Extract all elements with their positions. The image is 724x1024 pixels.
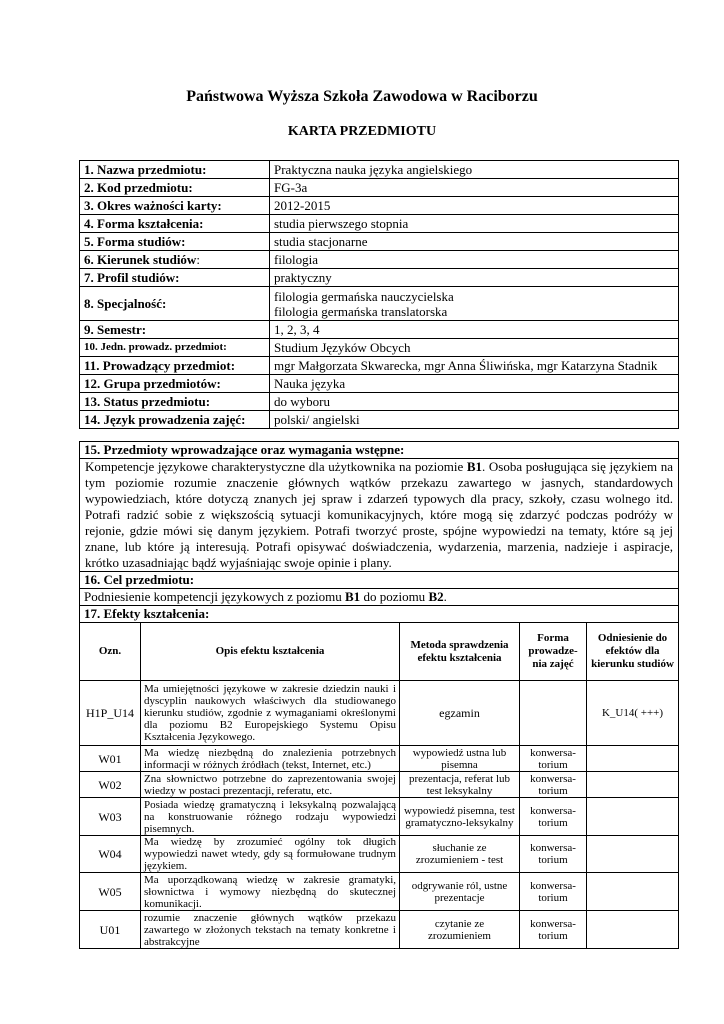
meta-key: 11. Prowadzący przedmiot: <box>80 357 270 375</box>
outcome-method: prezentacja, referat lub test leksykalny <box>400 772 520 798</box>
meta-key: 7. Profil studiów: <box>80 269 270 287</box>
outcome-code: W04 <box>80 836 141 873</box>
outcome-method: wypowiedź pisemna, test gramatyczno-leksykalny <box>400 798 520 836</box>
outcome-description: Zna słownictwo potrzebne do zaprezentowania swojej wiedzy w postaci prezentacji, referatu, etc. <box>141 772 400 798</box>
outcome-method: egzamin <box>400 681 520 746</box>
meta-value: FG-3a <box>270 179 679 197</box>
outcome-code: W05 <box>80 873 141 911</box>
meta-value: 2012-2015 <box>270 197 679 215</box>
outcome-description: Ma uporządkowaną wiedzę w zakresie gramatyki, słownictwa i wymowy niezbędną do skutecznej komunikacji. <box>141 873 400 911</box>
section-17-heading: 17. Efekty kształcenia: <box>80 606 679 623</box>
meta-value: do wyboru <box>270 393 679 411</box>
outcome-row <box>80 746 679 772</box>
outcome-reference <box>587 836 679 873</box>
outcome-form: konwersa-torium <box>520 911 587 949</box>
meta-row <box>80 411 679 429</box>
outcome-reference <box>587 911 679 949</box>
meta-key <box>80 251 270 269</box>
outcome-form: konwersa-torium <box>520 873 587 911</box>
meta-row <box>80 321 679 339</box>
outcome-code: W02 <box>80 772 141 798</box>
meta-row <box>80 339 679 357</box>
outcome-reference <box>587 798 679 836</box>
meta-row <box>80 233 679 251</box>
learning-outcomes-table <box>79 622 679 949</box>
outcome-reference: K_U14( +++) <box>587 681 679 746</box>
outcome-description: rozumie znaczenie głównych wątków przekazu zawartego w złożonych tekstach na tematy konkretne i abstrakcyjne <box>141 911 400 949</box>
meta-key: 5. Forma studiów: <box>80 233 270 251</box>
meta-key: 2. Kod przedmiotu: <box>80 179 270 197</box>
meta-key-colon: : <box>196 252 200 267</box>
meta-key: 12. Grupa przedmiotów: <box>80 375 270 393</box>
meta-value: 1, 2, 3, 4 <box>270 321 679 339</box>
outcome-row <box>80 873 679 911</box>
col-header-metoda: Metoda sprawdzenia efektu kształcenia <box>400 623 520 681</box>
meta-row <box>80 251 679 269</box>
outcome-row <box>80 772 679 798</box>
col-header-odniesienie: Odniesienie do efektów dla kierunku studiów <box>587 623 679 681</box>
outcome-form: konwersa-torium <box>520 798 587 836</box>
meta-value: filologia <box>270 251 679 269</box>
outcome-form <box>520 681 587 746</box>
meta-row <box>80 197 679 215</box>
specialty-line: filologia germańska nauczycielska <box>274 288 454 304</box>
outcome-reference <box>587 772 679 798</box>
meta-value <box>270 287 679 321</box>
outcome-description: Ma umiejętności językowe w zakresie dziedzin nauki i dyscyplin naukowych właściwych dla studiowanego kierunku studiów, zgodnie z wymaganiami określonymi dla poziomu B2 Europejskiego Systemu Opisu Kształcenia Językowego. <box>141 681 400 746</box>
meta-key: 9. Semestr: <box>80 321 270 339</box>
outcome-row <box>80 681 679 746</box>
meta-key: 4. Forma kształcenia: <box>80 215 270 233</box>
meta-key: 10. Jedn. prowadz. przedmiot: <box>80 339 270 357</box>
meta-value: praktyczny <box>270 269 679 287</box>
outcome-description: Ma wiedzę by zrozumieć ogólny tok długich wypowiedzi nawet wtedy, gdy są formułowane trudnym językiem. <box>141 836 400 873</box>
outcome-code: H1P_U14 <box>80 681 141 746</box>
outcome-method: słuchanie ze zrozumieniem - test <box>400 836 520 873</box>
outcome-code: W01 <box>80 746 141 772</box>
outcome-row <box>80 836 679 873</box>
meta-row <box>80 287 679 321</box>
section-15-text: Kompetencje językowe charakterystyczne dla użytkownika na poziomie B1. Osoba posługująca się językiem na tym poziomie rozumie znaczenie głównych wątków przekazu zawartego w jasnych, standardowych wypowiedziach, które dotyczą znanych jej spraw i zdarzeń typowych dla pracy, szkoły, czasu wolnego itd. Potrafi radzić sobie z większością sytuacji komunikacyjnych, które mogą się zdarzyć podczas podróży w rejonie, gdzie mówi się danym językiem. Potrafi tworzyć proste, spójne wypowiedzi na tematy, które są jej znane, lub które ją interesują. Potrafi opisywać doświadczenia, wydarzenia, marzenia, nadzieje i aspiracje, krótko uzasadniając bądź wyjaśniając swoje opinie i plany. <box>80 459 679 572</box>
outcome-description: Posiada wiedzę gramatyczną i leksykalną pozwalającą na konstruowanie różnego rodzaju wypowiedzi pisemnych. <box>141 798 400 836</box>
section-16-text: Podniesienie kompetencji językowych z poziomu B1 do poziomu B2. <box>80 589 679 606</box>
section-15-heading: 15. Przedmioty wprowadzające oraz wymagania wstępne: <box>80 442 679 459</box>
outcome-reference <box>587 873 679 911</box>
outcome-code: U01 <box>80 911 141 949</box>
meta-key: 13. Status przedmiotu: <box>80 393 270 411</box>
outcome-reference <box>587 746 679 772</box>
meta-value: Studium Języków Obcych <box>270 339 679 357</box>
meta-value: mgr Małgorzata Skwarecka, mgr Anna Śliwińska, mgr Katarzyna Stadnik <box>270 357 679 375</box>
meta-key: 3. Okres ważności karty: <box>80 197 270 215</box>
outcome-description: Ma wiedzę niezbędną do znalezienia potrzebnych informacji w różnych źródłach (tekst, Internet, etc.) <box>141 746 400 772</box>
outcome-form: konwersa-torium <box>520 746 587 772</box>
course-meta-table <box>79 160 679 429</box>
meta-value: studia stacjonarne <box>270 233 679 251</box>
meta-value: Nauka języka <box>270 375 679 393</box>
outcome-method: odgrywanie ról, ustne prezentacje <box>400 873 520 911</box>
outcome-method: czytanie ze zrozumieniem <box>400 911 520 949</box>
meta-row <box>80 375 679 393</box>
outcomes-header-row <box>80 623 679 681</box>
meta-row <box>80 357 679 375</box>
meta-value: Praktyczna nauka języka angielskiego <box>270 161 679 179</box>
meta-key: 1. Nazwa przedmiotu: <box>80 161 270 179</box>
col-header-opis: Opis efektu kształcenia <box>141 623 400 681</box>
meta-value: polski/ angielski <box>270 411 679 429</box>
meta-key-text: 6. Kierunek studiów <box>84 252 197 267</box>
col-header-forma: Forma prowadze-nia zajęć <box>520 623 587 681</box>
outcome-row <box>80 911 679 949</box>
meta-key: 8. Specjalność: <box>80 287 270 321</box>
document-title: KARTA PRZEDMIOTU <box>287 124 437 139</box>
meta-key: 14. Język prowadzenia zajęć: <box>80 411 270 429</box>
col-header-ozn: Ozn. <box>80 623 141 681</box>
specialty-line: filologia germańska translatorska <box>274 303 448 319</box>
section-16-heading: 16. Cel przedmiotu: <box>80 572 679 589</box>
outcome-code: W03 <box>80 798 141 836</box>
meta-row <box>80 269 679 287</box>
meta-row <box>80 179 679 197</box>
outcome-form: konwersa-torium <box>520 836 587 873</box>
outcome-form: konwersa-torium <box>520 772 587 798</box>
meta-row <box>80 215 679 233</box>
institution-title: Państwowa Wyższa Szkoła Zawodowa w Raciborzu <box>186 88 538 105</box>
meta-row <box>80 393 679 411</box>
outcome-method: wypowiedź ustna lub pisemna <box>400 746 520 772</box>
meta-row <box>80 161 679 179</box>
outcome-row <box>80 798 679 836</box>
prerequisites-and-goal-table <box>79 441 679 623</box>
meta-value: studia pierwszego stopnia <box>270 215 679 233</box>
